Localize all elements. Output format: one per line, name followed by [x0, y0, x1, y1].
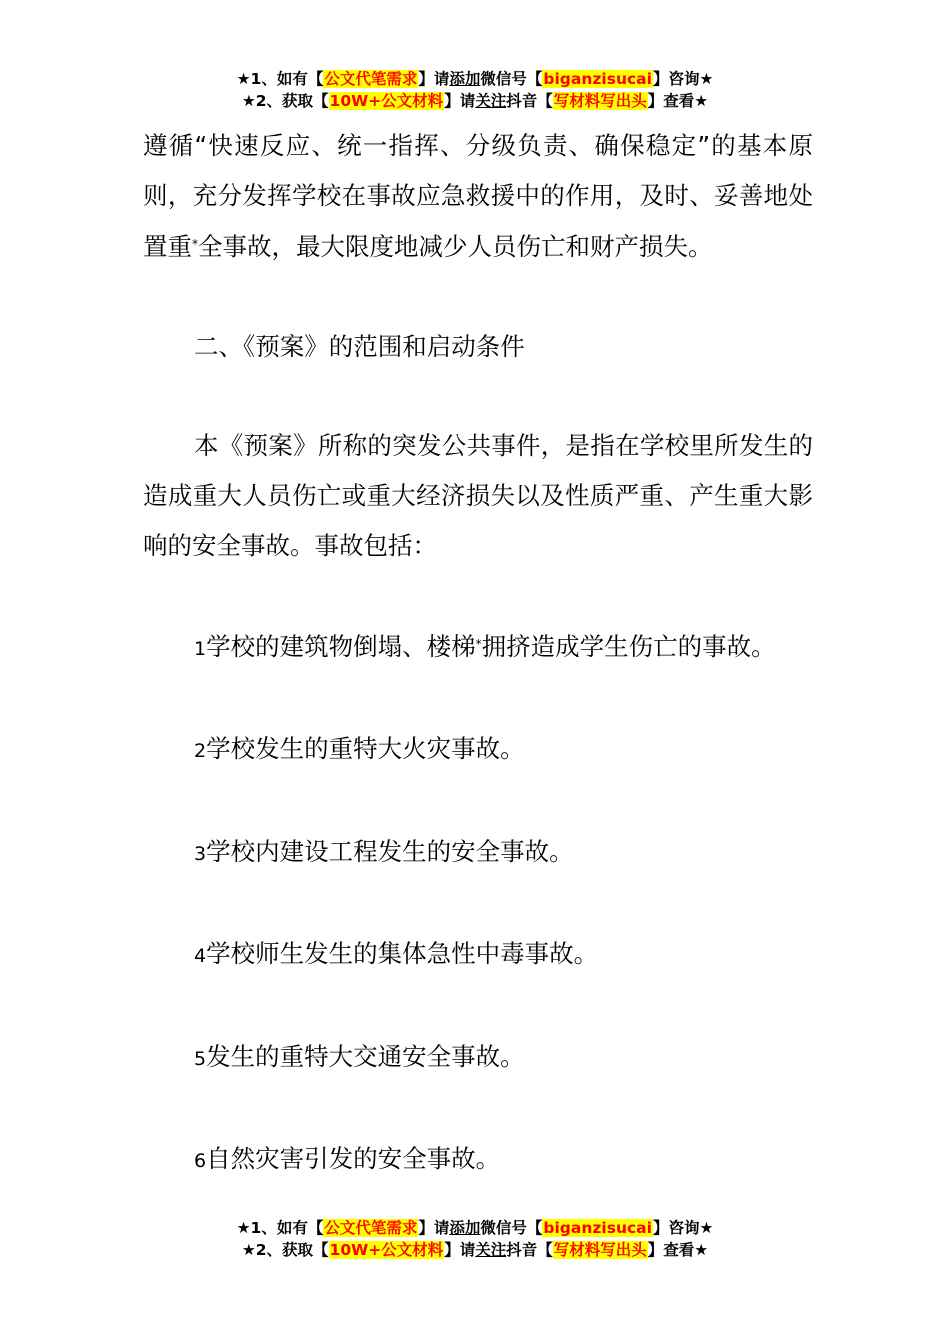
promo-highlight: 公文代笔需求	[324, 1219, 418, 1237]
promo-highlight: 10W+公文材料	[329, 1241, 444, 1259]
promo-text: 】请	[418, 70, 450, 88]
item-number: 1	[194, 637, 207, 660]
spacer	[143, 272, 813, 322]
spacer	[143, 777, 813, 827]
promo-text: ★1、如有【	[236, 70, 324, 88]
spacer	[143, 570, 813, 620]
asterisk-mark: *	[192, 237, 198, 252]
spacer	[143, 1084, 813, 1134]
item-number: 4	[194, 945, 207, 968]
wechat-id-highlight: biganzisucai	[543, 1219, 652, 1237]
promo-line-1	[0, 1217, 950, 1239]
promo-banner-bottom	[0, 1217, 950, 1261]
item-number: 3	[194, 842, 207, 865]
promo-line-2	[0, 90, 950, 112]
list-item	[143, 1134, 813, 1187]
wechat-id-highlight: biganzisucai	[543, 70, 652, 88]
item-number: 5	[194, 1047, 207, 1070]
paragraph-principles	[143, 121, 813, 272]
spacer	[143, 675, 813, 725]
asterisk-mark: *	[475, 636, 482, 651]
promo-banner-top	[0, 68, 950, 112]
item-text: 拥挤造成学生伤亡的事故。	[481, 631, 776, 661]
promo-text: 】查看★	[647, 92, 709, 110]
promo-underline: 关注	[475, 92, 507, 110]
item-text: 学校师生发生的集体急性中毒事故。	[206, 939, 599, 969]
promo-underline: 关注	[475, 1241, 507, 1259]
promo-text: 微信号【	[480, 1219, 543, 1237]
promo-text: 】请	[418, 1219, 450, 1237]
promo-text: 抖音【	[506, 92, 553, 110]
list-item	[143, 620, 813, 675]
promo-text: ★2、获取【	[241, 92, 329, 110]
promo-text: 抖音【	[506, 1241, 553, 1259]
promo-text: 微信号【	[480, 70, 543, 88]
item-text: 自然灾害引发的安全事故。	[206, 1143, 501, 1173]
item-text: 发生的重特大交通安全事故。	[206, 1041, 525, 1071]
paragraph-scope: 本《预案》所称的突发公共事件，是指在学校里所发生的造成重大人员伤亡或重大经济损失以及性质严重、产生重大影响的安全事故。事故包括：	[143, 431, 813, 560]
paragraph-text: 全事故，最大限度地减少人员伤亡和财产损失。	[198, 232, 713, 262]
list-item	[143, 724, 813, 777]
promo-underline: 添加	[449, 1219, 481, 1237]
douyin-id-highlight: 写材料写出头	[553, 1241, 647, 1259]
promo-highlight: 10W+公文材料	[329, 92, 444, 110]
spacer	[143, 982, 813, 1032]
item-text: 学校发生的重特大火灾事故。	[206, 734, 525, 764]
list-item	[143, 1032, 813, 1085]
item-number: 2	[194, 740, 207, 763]
spacer	[143, 879, 813, 929]
item-number: 6	[194, 1149, 207, 1172]
promo-text: 】查看★	[647, 1241, 709, 1259]
promo-text: 】请	[444, 92, 476, 110]
item-text: 学校内建设工程发生的安全事故。	[206, 836, 574, 866]
item-text: 学校的建筑物倒塌、楼梯	[206, 631, 476, 661]
section-heading-2: 二、《预案》的范围和启动条件	[194, 331, 525, 361]
spacer	[143, 372, 813, 422]
document-body	[143, 121, 813, 1187]
list-item	[143, 929, 813, 982]
promo-line-1	[0, 68, 950, 90]
promo-text: ★1、如有【	[236, 1219, 324, 1237]
douyin-id-highlight: 写材料写出头	[553, 92, 647, 110]
promo-line-2	[0, 1239, 950, 1261]
promo-text: 】咨询★	[652, 70, 714, 88]
list-item	[143, 827, 813, 880]
promo-highlight: 公文代笔需求	[324, 70, 418, 88]
promo-text: 】请	[444, 1241, 476, 1259]
promo-text: ★2、获取【	[241, 1241, 329, 1259]
promo-text: 】咨询★	[652, 1219, 714, 1237]
promo-underline: 添加	[449, 70, 481, 88]
paragraph-text: 遵循“快速反应、统一指挥、分级负责、确保稳定”的基本原则，充分发挥学校在事故应急救援中的作用，及时、妥善地处置重	[143, 131, 813, 262]
